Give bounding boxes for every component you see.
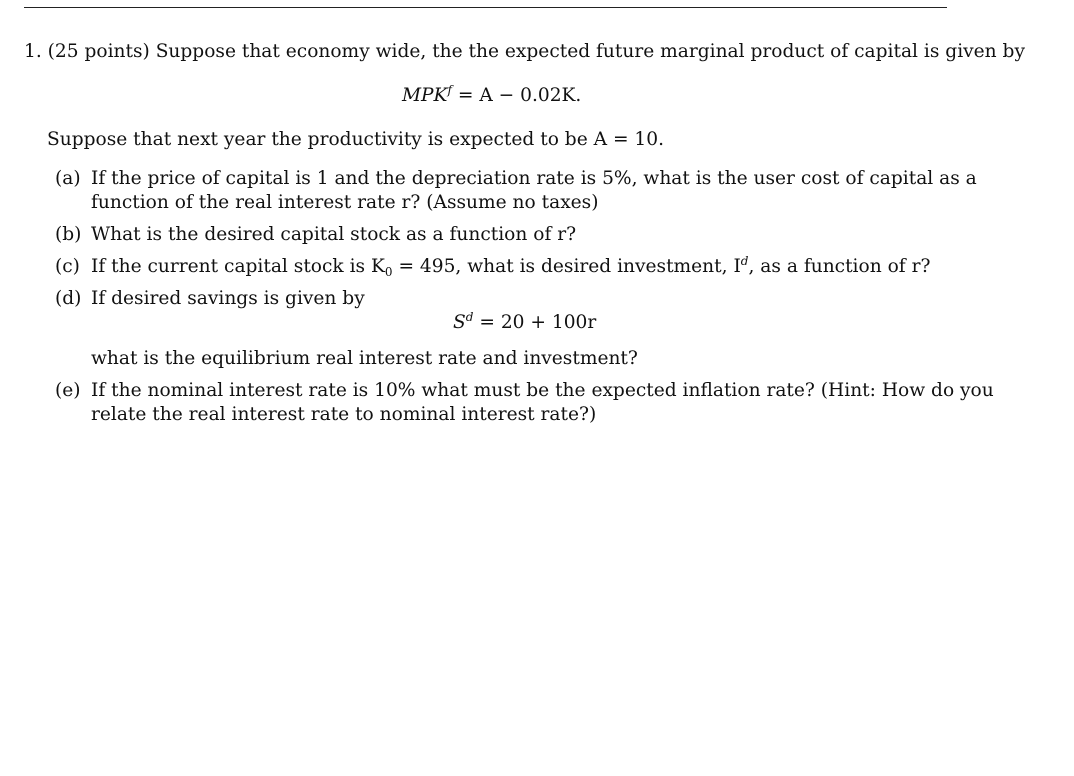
problem-number: 1. (24, 41, 42, 62)
equation-lhs-sup: f (447, 83, 452, 97)
part-d-line2: what is the equilibrium real interest rate and investment? (91, 348, 638, 369)
part-a-line1: If the price of capital is 1 and the depreciation rate is 5%, what is the user cost of capital as a (91, 168, 977, 189)
problem-intro-line (24, 40, 1025, 64)
equation-lhs: MPK (402, 85, 448, 106)
part-e-line2: relate the real interest rate to nominal interest rate?) (91, 404, 597, 425)
part-b-line1: What is the desired capital stock as a function of r? (91, 224, 577, 245)
part-b-label: (b) (55, 224, 82, 245)
part-a-label: (a) (55, 168, 81, 189)
equation-rhs: = A − 0.02K. (457, 85, 582, 106)
assumption-text: Suppose that next year the productivity is expected to be A = 10. (47, 129, 665, 150)
part-c-text-a: If the current capital stock is K (91, 256, 385, 277)
problem-intro: (25 points) Suppose that economy wide, the the expected future marginal product of capital is given by (47, 41, 1025, 62)
part-c-label: (c) (55, 256, 80, 277)
part-c-text-b: = 495, what is desired investment, I (392, 256, 741, 277)
part-c-sup: d (740, 254, 749, 268)
mpk-equation (402, 84, 581, 108)
part-a-line2: function of the real interest rate r? (Assume no taxes) (91, 192, 599, 213)
savings-eq-rhs: = 20 + 100r (473, 312, 597, 333)
savings-equation (453, 311, 596, 335)
savings-eq-lhs: S (453, 312, 466, 333)
part-e-line1: If the nominal interest rate is 10% what must be the expected inflation rate? (Hint: How do you (91, 380, 994, 401)
part-e-label: (e) (55, 380, 81, 401)
header-rule (24, 7, 947, 8)
savings-eq-sup: d (465, 310, 474, 324)
part-c-sub: 0 (384, 265, 393, 279)
part-d-line1: If desired savings is given by (91, 288, 365, 309)
part-c-line1 (91, 255, 930, 279)
part-c-text-c: , as a function of r? (748, 256, 931, 277)
part-d-label: (d) (55, 288, 82, 309)
